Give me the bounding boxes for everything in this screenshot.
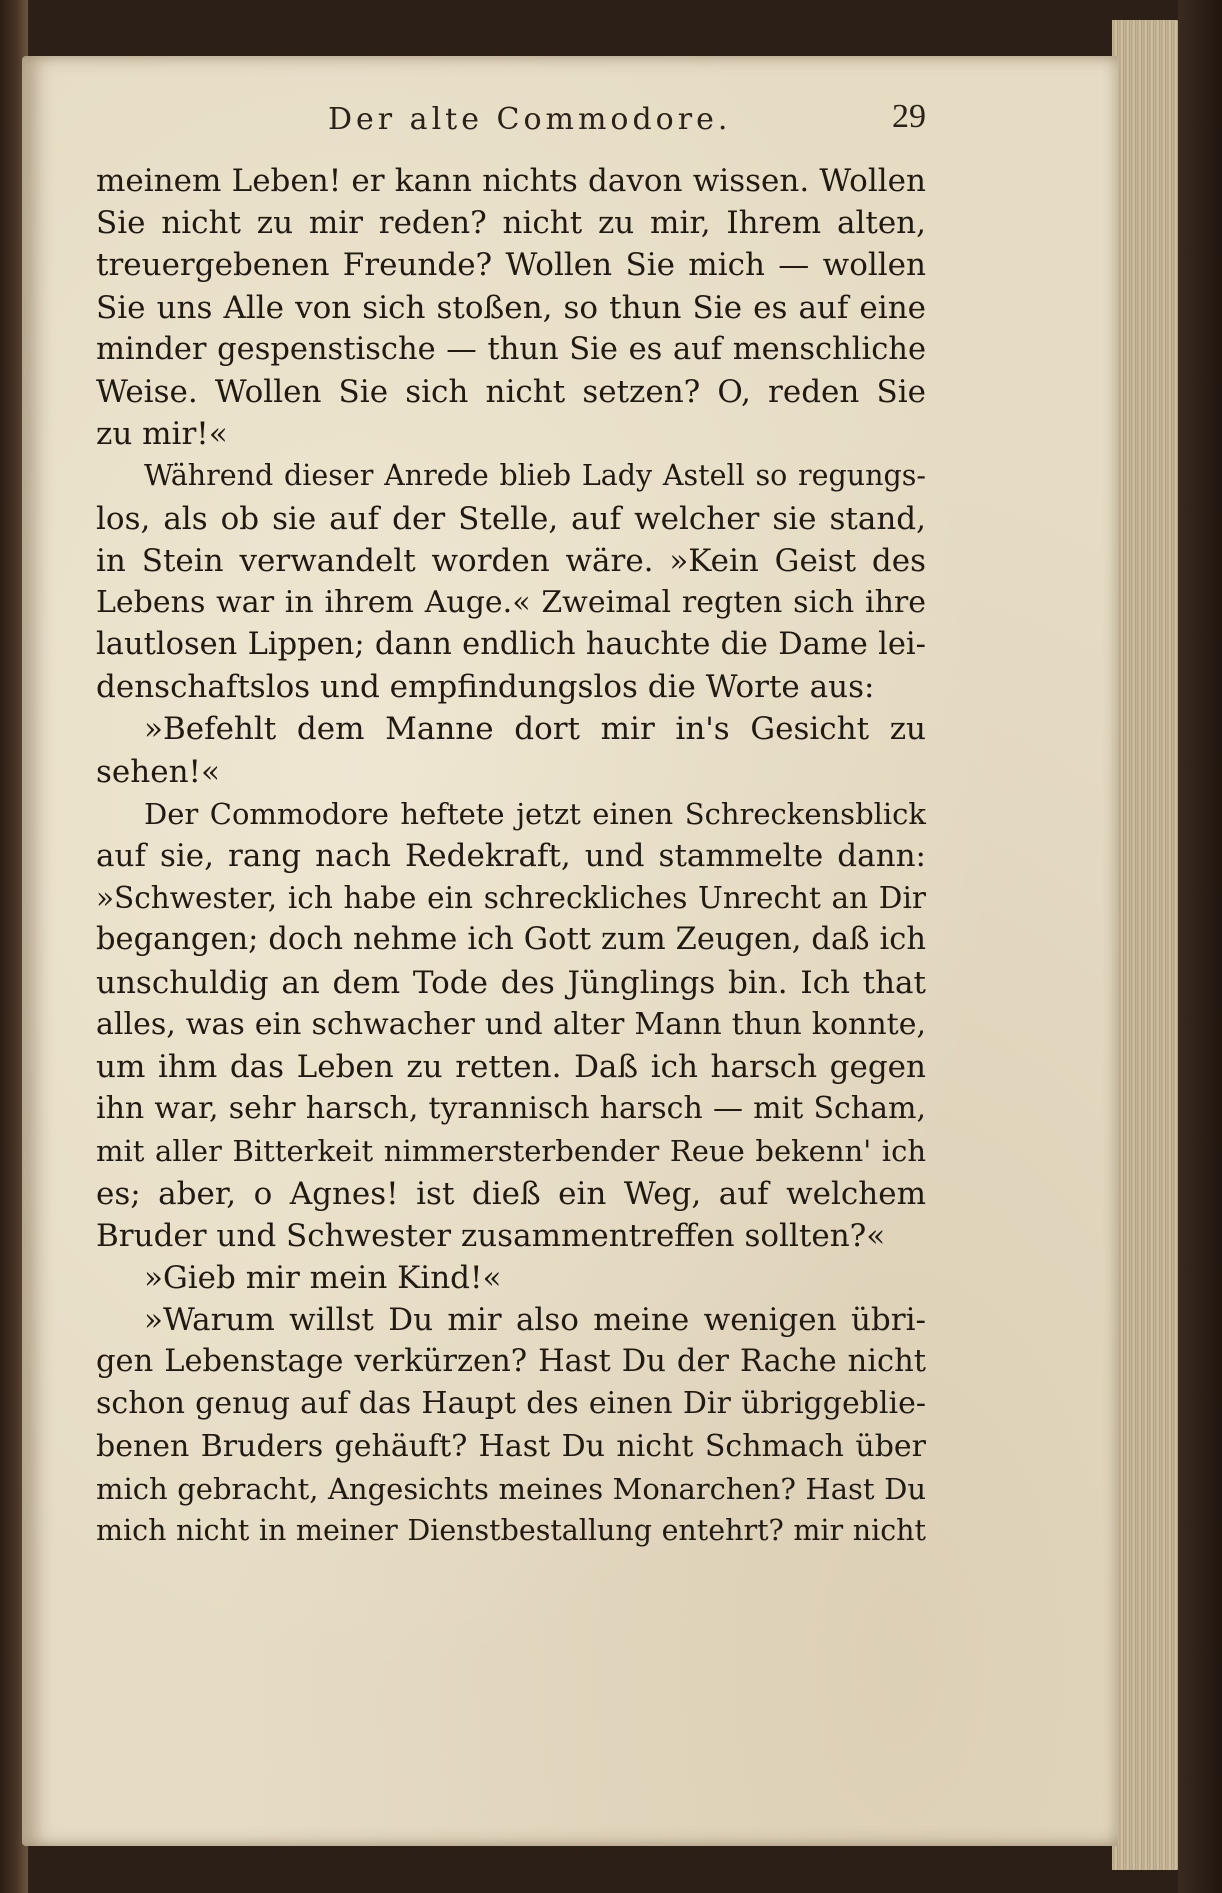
text-line: auf sie, rang nach Redekraft, und stammelte dann: — [96, 838, 926, 874]
text-line: es; aber, o Agnes! ist dieß ein Weg, auf welchem — [96, 1175, 926, 1212]
text-line: Weise. Wollen Sie sich nicht setzen? O, reden Sie — [96, 373, 926, 410]
text-line: Sie nicht zu mir reden? nicht zu mir, Ihrem alten, — [96, 205, 926, 242]
text-line: schon genug auf das Haupt des einen Dir übriggeblie- — [96, 1386, 926, 1422]
text-line: begangen; doch nehme ich Gott zum Zeugen, daß ich — [96, 922, 926, 958]
text-line: meinem Leben! er kann nichts davon wissen. Wollen — [96, 163, 926, 199]
page-number: 29 — [892, 98, 926, 135]
text-line: »Befehlt dem Manne dort mir in's Gesicht zu — [144, 711, 926, 748]
text-line: treuergebenen Freunde? Wollen Sie mich — wollen — [96, 247, 926, 284]
text-line: zu mir!« — [96, 416, 228, 453]
book-cover-right — [1178, 0, 1222, 1893]
text-line: Lebens war in ihrem Auge.« Zweimal regten sich ihre — [96, 584, 926, 620]
body-text — [96, 160, 926, 1552]
page-edges — [1112, 20, 1182, 1870]
text-line: Der Commodore heftete jetzt einen Schreckensblick — [144, 796, 926, 831]
running-title: Der alte Commodore. — [328, 102, 732, 137]
text-line: mit aller Bitterkeit nimmersterbender Reue bekenn' ich — [96, 1134, 926, 1169]
text-line: Bruder und Schwester zusammentreffen sollten?« — [96, 1217, 886, 1254]
page-header — [96, 98, 926, 152]
text-line: alles, was ein schwacher und alter Mann thun konnte, — [96, 1006, 926, 1042]
text-line: ihn war, sehr harsch, tyrannisch harsch — mit Scham, — [96, 1091, 926, 1127]
text-line: »Warum willst Du mir also meine wenigen übri- — [144, 1302, 926, 1339]
text-line: mich gebracht, Angesichts meines Monarchen? Hast Du — [96, 1471, 926, 1506]
text-line: denschaftslos und empfindungslos die Worte aus: — [96, 669, 875, 706]
text-line: Während dieser Anrede blieb Lady Astell so regungs- — [144, 459, 926, 493]
text-line: »Gieb mir mein Kind!« — [144, 1259, 502, 1296]
text-line: »Schwester, ich habe ein schreckliches Unrecht an Dir — [96, 881, 926, 916]
text-line: lautlosen Lippen; dann endlich hauchte die Dame lei- — [96, 627, 926, 663]
text-line: minder gespenstische — thun Sie es auf menschliche — [96, 331, 926, 367]
text-line: gen Lebenstage verkürzen? Hast Du der Rache nicht — [96, 1344, 926, 1380]
text-line: um ihm das Leben zu retten. Daß ich harsch gegen — [96, 1048, 926, 1085]
text-line: mich nicht in meiner Dienstbestallung entehrt? mir nicht — [96, 1514, 926, 1547]
text-line: in Stein verwandelt worden wäre. »Kein Geist des — [96, 542, 926, 579]
text-line: los, als ob sie auf der Stelle, auf welcher sie stand, — [96, 500, 926, 537]
text-line: Sie uns Alle von sich stoßen, so thun Sie es auf eine — [96, 289, 926, 326]
text-line: unschuldig an dem Tode des Jünglings bin. Ich that — [96, 964, 926, 1001]
text-line: benen Bruders gehäuft? Hast Du nicht Schmach über — [96, 1428, 926, 1464]
text-line: sehen!« — [96, 753, 220, 790]
